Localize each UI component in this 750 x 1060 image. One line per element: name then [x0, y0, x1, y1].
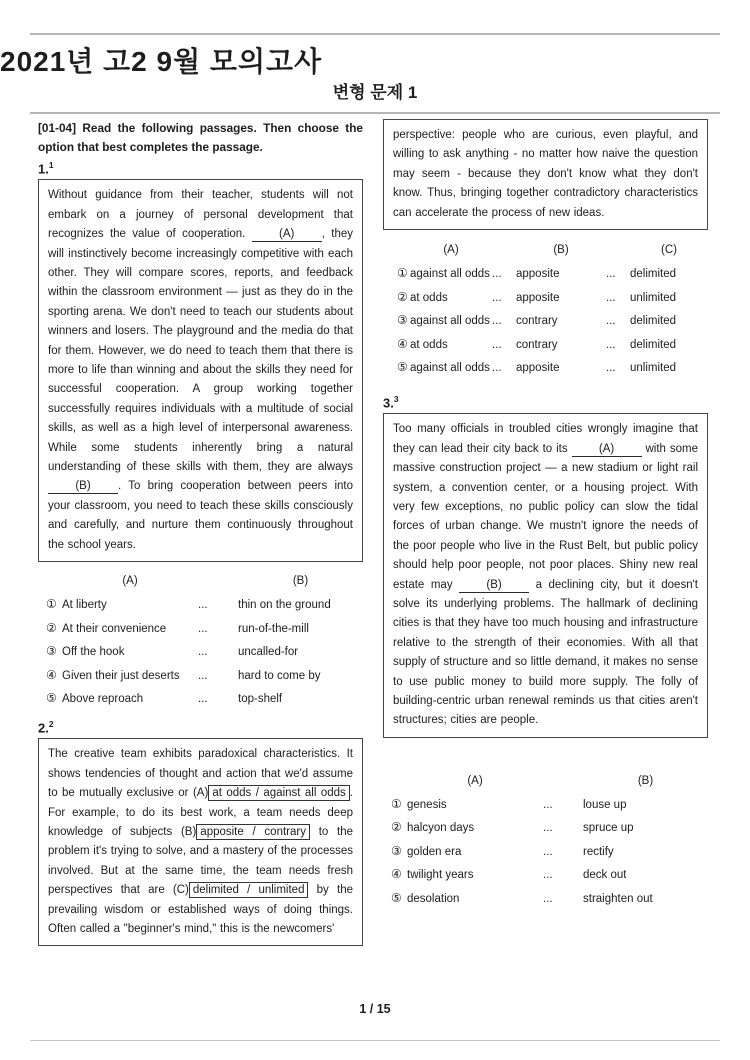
option-row: [391, 844, 708, 858]
column-header: (B): [553, 244, 569, 257]
ellipsis-separator: ...: [198, 599, 208, 612]
question-number-text: 3.: [383, 395, 394, 411]
option-text: delimited: [630, 315, 677, 328]
option-text: unlimited: [630, 291, 677, 304]
option-row: [397, 313, 708, 327]
ellipsis-separator: ...: [492, 268, 502, 281]
options-table-q2: [383, 244, 708, 374]
section-instruction: [01-04] Read the following passages. Then choose the option that best completes the passage.: [38, 121, 363, 154]
option-number: ④: [391, 867, 402, 882]
ellipsis-separator: ...: [606, 268, 616, 281]
question-3-number: [383, 394, 708, 410]
option-text: straighten out: [583, 892, 653, 905]
ellipsis-separator: ...: [543, 845, 553, 858]
option-number: ②: [391, 820, 402, 835]
column-header: (B): [637, 774, 654, 787]
option-text: Above reproach: [62, 693, 144, 706]
options-table-q3: [383, 775, 708, 905]
column-header: (C): [661, 244, 677, 257]
answer-blank: (A): [572, 442, 642, 457]
option-row: [391, 820, 708, 834]
option-text: apposite: [516, 362, 560, 375]
option-text: contrary: [516, 338, 558, 351]
option-text: desolation: [407, 892, 460, 905]
choice-label: (B): [180, 826, 197, 838]
passage-box-q2-part2: [383, 119, 708, 230]
option-text: delimited: [630, 268, 677, 281]
ellipsis-separator: ...: [606, 315, 616, 328]
option-text: rectify: [583, 845, 614, 858]
passage-text: . For example, to do its best work, a team needs deep knowledge of subjects: [48, 787, 353, 838]
option-text: hard to come by: [238, 669, 321, 682]
ellipsis-separator: ...: [543, 822, 553, 835]
ellipsis-separator: ...: [492, 291, 502, 304]
header-divider: [30, 112, 720, 114]
option-text: top-shelf: [238, 693, 283, 706]
question-number-text: 2.: [38, 720, 49, 736]
option-row: [391, 797, 708, 811]
word-choice-box: apposite / contrary: [196, 824, 310, 840]
options-header-row: [391, 775, 708, 787]
column-header: (A): [122, 575, 138, 588]
options-table-q1: [38, 575, 363, 705]
page-subtitle: 변형 문제 1: [332, 83, 418, 102]
option-number: ①: [397, 266, 408, 281]
option-text: at odds: [410, 291, 448, 304]
option-text: against all odds: [410, 315, 490, 328]
column-header: (A): [443, 244, 459, 257]
option-row: [46, 597, 363, 611]
option-text: against all odds: [410, 268, 490, 281]
option-text: apposite: [516, 268, 560, 281]
passage-box-q1: [38, 179, 363, 562]
option-text: unlimited: [630, 362, 677, 375]
option-row: [397, 266, 708, 280]
two-column-layout: [38, 119, 708, 946]
option-row: [391, 867, 708, 881]
passage-text: Too many officials in troubled cities wrongly imagine that they can lead their city back to its: [393, 423, 698, 455]
option-text: against all odds: [410, 362, 490, 375]
option-text: louse up: [583, 798, 627, 811]
ellipsis-separator: ...: [606, 338, 616, 351]
bottom-divider: [30, 1040, 720, 1041]
passage-text: Without guidance from their teacher, students will not embark on a journey of personal development that recognizes the value of cooperation.: [48, 189, 353, 241]
option-text: golden era: [407, 845, 462, 858]
passage-box-q2-part1: [38, 738, 363, 946]
page-title: 2021년 고2 9월 모의고사: [0, 46, 323, 77]
option-text: delimited: [630, 338, 677, 351]
option-row: [391, 891, 708, 905]
option-number: ④: [46, 667, 57, 682]
option-text: uncalled-for: [238, 646, 299, 659]
option-row: [397, 360, 708, 374]
column-header: (A): [467, 774, 483, 787]
ellipsis-separator: ...: [198, 669, 208, 682]
options-header-row: [397, 244, 708, 256]
choice-label: (A): [192, 787, 209, 800]
passage-text: perspective: people who are curious, even playful, and willing to ask anything - no matter how naive the question may seem - because they don't know what they don't know. Thus, bringing together contradictory characteristics can accelerate the process of new ideas.: [393, 129, 698, 219]
top-divider: [30, 33, 720, 35]
left-column: [38, 119, 363, 946]
option-text: contrary: [516, 315, 558, 328]
option-row: [46, 668, 363, 682]
right-column: [383, 119, 708, 946]
answer-blank: (A): [252, 227, 322, 242]
page-number: 1 / 15: [359, 1002, 391, 1016]
ellipsis-separator: ...: [543, 798, 553, 811]
word-choice-box: at odds / against all odds: [208, 785, 349, 801]
passage-text: . To bring cooperation between peers into your classroom, you need to teach these skills consciously and carefully, and nurture them continuously throughout the school years.: [48, 480, 353, 551]
option-text: run-of-the-mill: [238, 622, 309, 635]
option-row: [46, 621, 363, 635]
option-number: ②: [46, 620, 57, 635]
option-number: ③: [397, 313, 408, 328]
option-number: ⑤: [46, 691, 57, 706]
passage-text: , they will instinctively become increasingly competitive with each other. They will compare scores, reports, and feedback within the classroom environment — just as they do in the sporting arena. We don't need to teach our students about winners and losers. The playground and the media do that for them. However, we do need to teach them that there is more to life than winning and about the skills they need for successful cooperation. A group working together successfully requires individuals with a multitude of social skills, as well as a high level of interpersonal awareness. While some students inherently bring a natural understanding of these skills with them, they are always: [48, 228, 353, 474]
ellipsis-separator: ...: [492, 362, 502, 375]
passage-text: by the prevailing wisdom or established ways of doing things. Often called a "beginner's mind," this is the newcomers': [48, 884, 353, 936]
option-row: [397, 290, 708, 304]
option-number: ⑤: [391, 890, 402, 905]
option-text: At liberty: [62, 599, 107, 612]
option-text: thin on the ground: [238, 599, 331, 612]
option-text: apposite: [516, 291, 560, 304]
option-text: Given their just deserts: [62, 669, 180, 682]
option-text: twilight years: [407, 869, 474, 882]
passage-text: The creative team exhibits paradoxical characteristics. It shows tendencies of thought and action that we'd assume to be mutually exclusive or: [48, 748, 353, 800]
option-number: ④: [397, 336, 408, 351]
choice-label: (C): [172, 884, 189, 897]
ellipsis-separator: ...: [198, 693, 208, 706]
ellipsis-separator: ...: [606, 291, 616, 304]
ellipsis-separator: ...: [198, 622, 208, 635]
ellipsis-separator: ...: [492, 315, 502, 328]
option-text: halcyon days: [407, 822, 475, 835]
passage-box-q3: [383, 413, 708, 738]
question-1-number: [38, 160, 363, 176]
options-header-row: [46, 575, 363, 587]
passage-text: a declining city, but it doesn't solve its underlying problems. The hallmark of declining cities is that they have too much housing and infrastructure relative to the strength of their economies. With all that supply of structure and so little demand, it makes no sense to use public money to build more supply. The folly of building-centric urban renewal reminds us that cities aren't structures; cities are people.: [393, 578, 698, 727]
passage-text: to the problem it's trying to solve, and a mastery of the processes involved. But at the same time, the team needs fresh perspectives that are: [48, 826, 353, 897]
option-number: ③: [46, 644, 57, 659]
option-number: ②: [397, 289, 408, 304]
answer-blank: (B): [48, 479, 118, 494]
ellipsis-separator: ...: [543, 892, 553, 905]
ellipsis-separator: ...: [543, 869, 553, 882]
ellipsis-separator: ...: [492, 338, 502, 351]
option-text: spruce up: [583, 822, 634, 835]
question-number-superscript: 2: [48, 719, 54, 730]
passage-text: with some massive construction project — a new stadium or light rail system, a convention center, or a housing project. With very few exceptions, no public policy can slow the tidal forces of urban change. We mustn't ignore the needs of the poor people who live in the Rust Belt, but public policy should help poor people, not poor places. Shiny new real estate may: [393, 442, 698, 591]
option-text: Off the hook: [62, 646, 125, 659]
option-text: deck out: [583, 869, 627, 882]
option-row: [46, 644, 363, 658]
question-number-superscript: 3: [393, 394, 399, 405]
option-text: genesis: [407, 798, 447, 811]
option-number: ①: [391, 796, 402, 811]
option-number: ⑤: [397, 360, 408, 375]
ellipsis-separator: ...: [198, 646, 208, 659]
ellipsis-separator: ...: [606, 362, 616, 375]
option-text: at odds: [410, 338, 448, 351]
column-header: (B): [292, 575, 309, 588]
option-number: ③: [391, 843, 402, 858]
option-row: [397, 337, 708, 351]
option-row: [46, 691, 363, 705]
question-number-text: 1.: [38, 161, 49, 177]
option-text: At their convenience: [62, 622, 167, 635]
option-number: ①: [46, 597, 57, 612]
question-number-superscript: 1: [48, 160, 54, 170]
answer-blank: (B): [459, 578, 529, 593]
word-choice-box: delimited / unlimited: [189, 882, 309, 898]
question-2-number: [38, 719, 363, 735]
